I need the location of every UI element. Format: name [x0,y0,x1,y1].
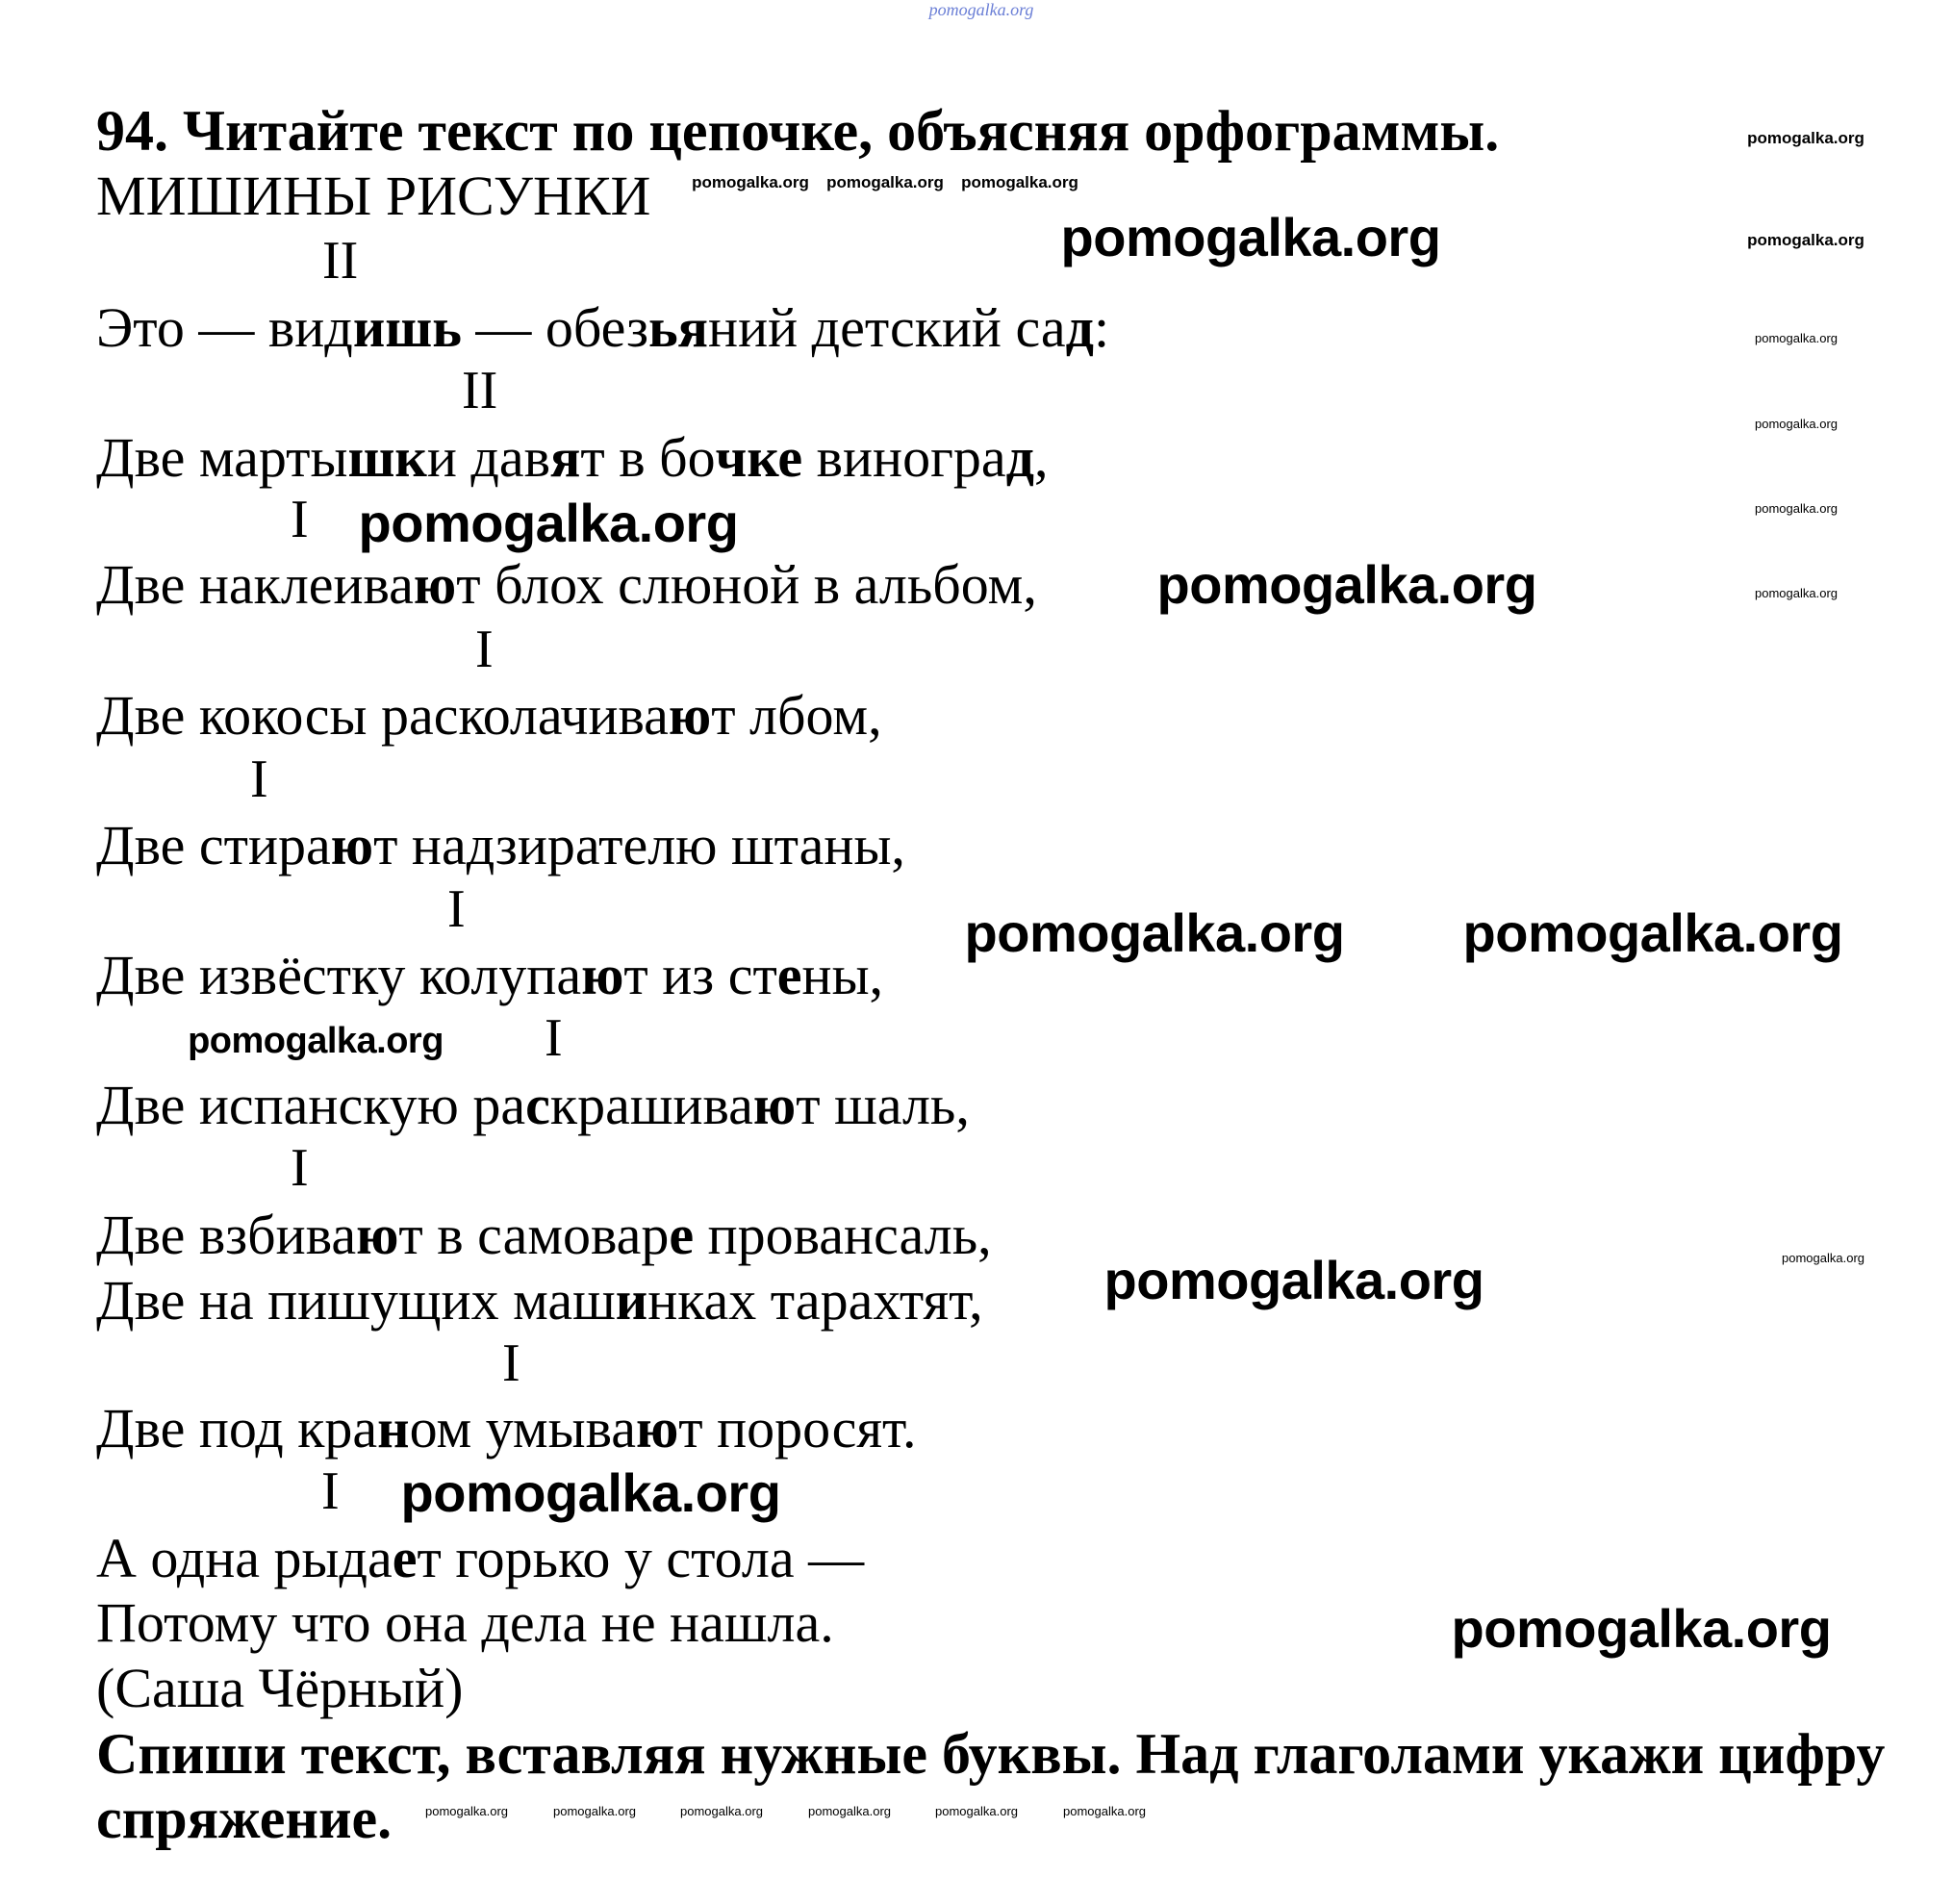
line-text: т поросят. [678,1397,917,1460]
poem-line [96,1270,983,1332]
line-text: Две взбива [96,1204,357,1266]
orthogram-highlight: ья [647,296,709,359]
line-text: Две стира [96,814,331,876]
line-text: Две марты [96,426,348,489]
orthogram-highlight: шк [347,426,427,489]
line-text: Две под кра [96,1397,378,1460]
line-text: Две на пишущих маш [96,1269,616,1332]
watermark: pomogalka.org [1747,129,1864,147]
poem-line [96,1075,970,1136]
poem-line [96,1592,834,1654]
line-text: Это — вид [96,296,353,359]
line-text: т горько у стола — [417,1527,865,1589]
watermark: pomogalka.org [1451,1598,1832,1659]
poem-line [96,1398,917,1460]
conjugation-mark: I [250,749,268,809]
orthogram-highlight: н [377,1397,410,1460]
line-text: — обез [461,296,648,359]
poem-title: МИШИНЫ РИСУНКИ [96,165,651,227]
conjugation-mark: I [291,490,309,549]
orthogram-highlight: и [615,1269,648,1332]
conjugation-mark: II [462,361,498,420]
line-text: Две кокосы расколачива [96,684,669,747]
poem-line [96,685,882,747]
line-text: т надзирателю штаны, [373,814,905,876]
line-text: А одна рыда [96,1527,393,1589]
conjugation-mark: I [291,1138,309,1198]
poem-line [96,815,905,876]
orthogram-highlight: е [776,944,802,1006]
watermark: pomogalka.org [1782,1251,1864,1265]
watermark: pomogalka.org [680,1804,763,1818]
watermark: pomogalka.org [1755,417,1838,431]
watermark: pomogalka.org [692,173,809,191]
watermark: pomogalka.org [826,173,944,191]
watermark: pomogalka.org [358,493,739,553]
line-text: т в самовар [398,1204,670,1266]
watermark: pomogalka.org [1462,902,1843,963]
watermark: pomogalka.org [1747,231,1864,249]
line-text: ны, [801,944,884,1006]
orthogram-highlight: ю [752,1074,797,1136]
orthogram-highlight: я [550,426,581,489]
line-text: : [1094,296,1110,359]
watermark: pomogalka.org [1060,207,1441,267]
line-text: ний детский са [708,296,1066,359]
watermark: pomogalka.org [1755,586,1838,600]
poem-line [96,427,1048,489]
watermark: pomogalka.org [961,173,1078,191]
watermark: pomogalka.org [1103,1250,1484,1310]
conjugation-mark: I [447,879,466,939]
exercise-title: 94. Читайте текст по цепочке, объясняя орфограммы. [96,99,1500,163]
poem-line [96,297,1109,359]
watermark: pomogalka.org [425,1804,508,1818]
orthogram-highlight: с [525,1074,550,1136]
watermark: pomogalka.org [935,1804,1018,1818]
orthogram-highlight: ю [356,1204,399,1266]
line-text: т лбом, [711,684,882,747]
line-text: провансаль, [694,1204,992,1266]
watermark: pomogalka.org [964,902,1345,963]
watermark: pomogalka.org [1755,331,1838,345]
orthogram-highlight: ишь [352,296,462,359]
watermark: pomogalka.org [1156,554,1537,615]
task-instruction-line1: Спиши текст, вставляя нужные буквы. Над глаголами укажи цифру [96,1722,1886,1786]
line-text: т блох слюной в альбом, [456,553,1037,616]
poem-line [96,1528,864,1589]
orthogram-highlight: д [1065,296,1095,359]
watermark: pomogalka.org [1063,1804,1146,1818]
line-text: Две наклеива [96,553,414,616]
poem-line [96,945,883,1006]
conjugation-mark: I [321,1461,340,1521]
poem-line [96,1205,992,1266]
top-watermark: pomogalka.org [928,0,1034,19]
line-text: , [1033,426,1049,489]
poem-line [96,554,1037,616]
line-text: Потому что она дела не нашла. [96,1591,834,1654]
line-text: т из ст [623,944,777,1006]
line-text: т шаль, [796,1074,970,1136]
orthogram-highlight: е [392,1527,418,1589]
line-text: Две извёстку колупа [96,944,582,1006]
line-text: крашива [549,1074,753,1136]
line-text: и дав [426,426,551,489]
orthogram-highlight: ю [330,814,374,876]
line-text: (Саша Чёрный) [96,1657,464,1719]
watermark: pomogalka.org [1755,501,1838,516]
watermark: pomogalka.org [553,1804,636,1818]
line-text: нках тарахтят, [647,1269,983,1332]
conjugation-mark: I [502,1333,520,1393]
orthogram-highlight: ю [581,944,624,1006]
orthogram-highlight: д [1005,426,1034,489]
watermark: pomogalka.org [808,1804,891,1818]
watermark: pomogalka.org [400,1462,781,1523]
orthogram-highlight: ю [635,1397,679,1460]
conjugation-mark: I [545,1008,563,1068]
orthogram-highlight: чке [715,426,803,489]
orthogram-highlight: е [669,1204,695,1266]
watermark: pomogalka.org [188,1021,444,1061]
line-text: Две испанскую ра [96,1074,526,1136]
line-text: виногра [802,426,1006,489]
line-text: т в бо [580,426,716,489]
conjugation-mark: II [322,231,359,291]
orthogram-highlight: ю [668,684,712,747]
task-instruction-line2: спряжение. [96,1787,393,1850]
orthogram-highlight: ю [413,553,457,616]
poem-line [96,1658,463,1719]
line-text: ом умыва [409,1397,636,1460]
conjugation-mark: I [475,620,494,679]
